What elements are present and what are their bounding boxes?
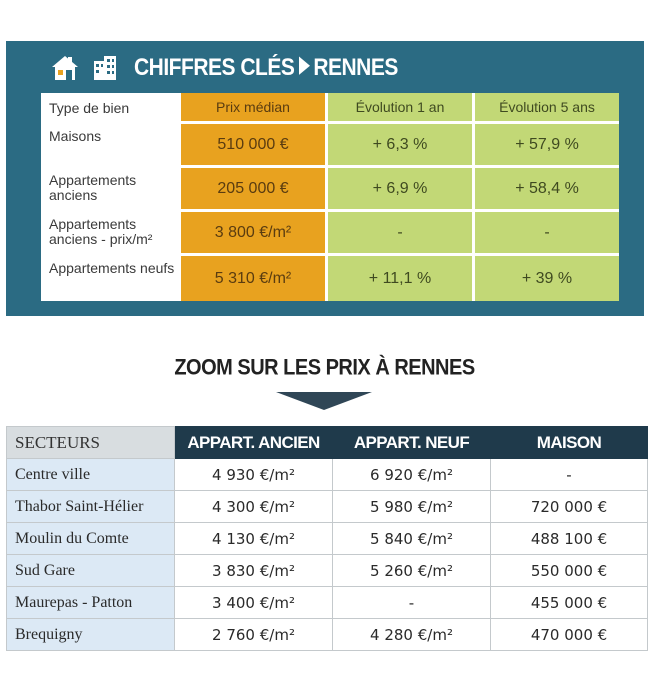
table-row [7, 555, 648, 587]
row-evo1: + 6,9 % [325, 168, 472, 212]
key-figures-row [41, 212, 619, 256]
row-price: 205 000 € [181, 168, 325, 212]
sector-name: Moulin du Comte [7, 523, 175, 555]
sectors-header-row [7, 427, 648, 459]
key-figures-table [41, 93, 619, 301]
sector-name: Brequigny [7, 619, 175, 651]
table-row [7, 523, 648, 555]
row-price: 510 000 € [181, 124, 325, 168]
header-maison: MAISON [491, 427, 648, 459]
row-evo5: + 58,4 % [472, 168, 619, 212]
price-maison: 488 100 € [491, 523, 648, 555]
row-evo1: - [325, 212, 472, 256]
header-price: Prix médian [181, 93, 325, 124]
key-figures-row [41, 124, 619, 168]
panel-header [50, 51, 398, 85]
sector-name: Sud Gare [7, 555, 175, 587]
row-evo1: + 11,1 % [325, 256, 472, 301]
price-ancien: 4 930 €/m² [175, 459, 333, 491]
price-neuf: - [333, 587, 491, 619]
price-neuf: 5 840 €/m² [333, 523, 491, 555]
house-icon [50, 53, 80, 83]
table-row [7, 491, 648, 523]
zoom-title: ZOOM SUR LES PRIX À RENNES [174, 355, 475, 381]
price-maison: - [491, 459, 648, 491]
panel-title-text: CHIFFRES CLÉS [134, 54, 295, 81]
sector-name: Centre ville [7, 459, 175, 491]
table-row [7, 459, 648, 491]
price-ancien: 3 830 €/m² [175, 555, 333, 587]
sectors-table [6, 426, 648, 651]
price-neuf: 6 920 €/m² [333, 459, 491, 491]
price-maison: 720 000 € [491, 491, 648, 523]
header-evo5: Évolution 5 ans [472, 93, 619, 124]
price-neuf: 5 980 €/m² [333, 491, 491, 523]
row-price: 5 310 €/m² [181, 256, 325, 301]
arrow-right-icon [299, 57, 310, 75]
price-neuf: 5 260 €/m² [333, 555, 491, 587]
panel-title [134, 54, 398, 82]
header-sectors: SECTEURS [7, 427, 175, 459]
key-figures-table-wrap [41, 93, 619, 301]
price-ancien: 4 130 €/m² [175, 523, 333, 555]
row-type: Appartements neufs [49, 260, 175, 276]
sector-name: Maurepas - Patton [7, 587, 175, 619]
row-type: Appartements anciens - prix/m² [49, 216, 153, 247]
header-evo1: Évolution 1 an [325, 93, 472, 124]
price-ancien: 3 400 €/m² [175, 587, 333, 619]
row-evo5: + 57,9 % [472, 124, 619, 168]
price-maison: 470 000 € [491, 619, 648, 651]
row-type: Appartements anciens [49, 172, 137, 203]
row-evo1: + 6,3 % [325, 124, 472, 168]
header-appart-ancien: APPART. ANCIEN [175, 427, 333, 459]
panel-title-city: RENNES [313, 54, 398, 81]
arrow-down-icon [276, 392, 372, 410]
key-figures-header-row [41, 93, 619, 124]
price-ancien: 4 300 €/m² [175, 491, 333, 523]
row-price: 3 800 €/m² [181, 212, 325, 256]
price-neuf: 4 280 €/m² [333, 619, 491, 651]
header-appart-neuf: APPART. NEUF [333, 427, 491, 459]
row-evo5: - [472, 212, 619, 256]
key-figures-row [41, 168, 619, 212]
price-maison: 550 000 € [491, 555, 648, 587]
header-type: Type de bien [49, 100, 130, 116]
row-type: Maisons [49, 128, 102, 144]
building-icon [90, 53, 120, 83]
key-figures-row [41, 256, 619, 301]
key-figures-panel [6, 41, 644, 316]
sector-name: Thabor Saint-Hélier [7, 491, 175, 523]
table-row [7, 619, 648, 651]
row-evo5: + 39 % [472, 256, 619, 301]
price-ancien: 2 760 €/m² [175, 619, 333, 651]
price-maison: 455 000 € [491, 587, 648, 619]
table-row [7, 587, 648, 619]
